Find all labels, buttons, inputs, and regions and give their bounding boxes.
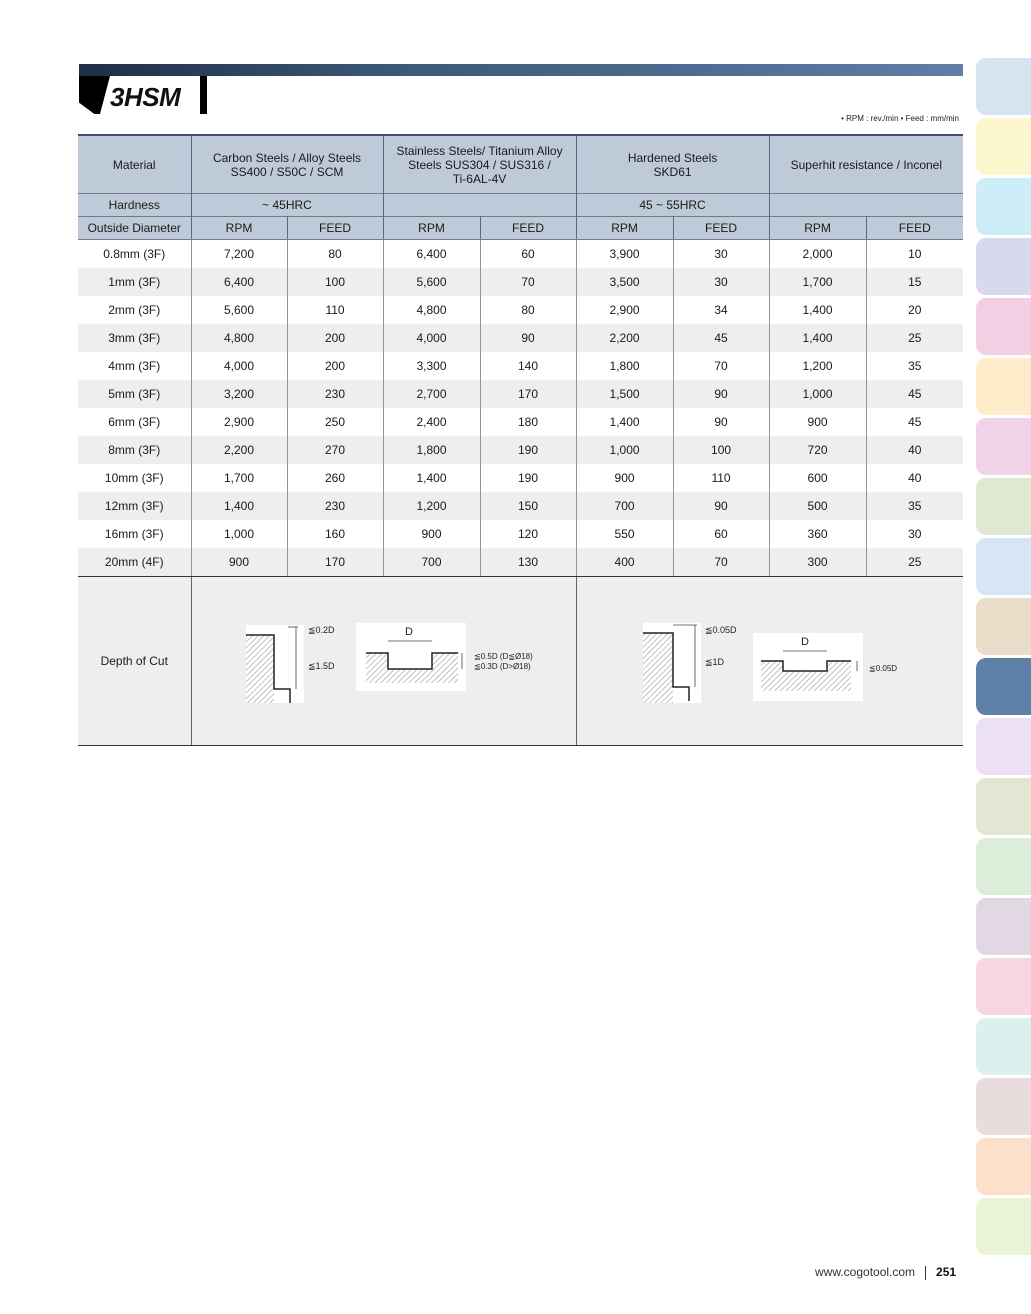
rpm-cell: 360 xyxy=(769,520,866,548)
rpm-cell: 550 xyxy=(576,520,673,548)
feed-cell: 90 xyxy=(480,324,576,352)
material-hardened: Hardened Steels SKD61 xyxy=(576,135,769,194)
hardness-cell xyxy=(383,194,576,217)
rpm-cell: 2,900 xyxy=(191,408,287,436)
feed-cell: 60 xyxy=(673,520,769,548)
depth-diagram-right-svg xyxy=(577,577,963,745)
rpm-cell: 2,700 xyxy=(383,380,480,408)
diameter-cell: 3mm (3F) xyxy=(78,324,191,352)
section-tab[interactable] xyxy=(976,298,1031,355)
feed-cell: 90 xyxy=(673,492,769,520)
section-tab[interactable] xyxy=(976,658,1031,715)
header-band xyxy=(79,64,963,76)
footer xyxy=(815,1265,956,1280)
rpm-cell: 3,200 xyxy=(191,380,287,408)
rpm-cell: 1,400 xyxy=(769,296,866,324)
feed-cell: 25 xyxy=(866,548,963,577)
rpm-cell: 2,400 xyxy=(383,408,480,436)
rpm-cell: 6,400 xyxy=(191,268,287,296)
side-axial-label: ≦1.5D xyxy=(307,661,335,671)
feed-cell: 35 xyxy=(866,352,963,380)
rpm-cell: 3,300 xyxy=(383,352,480,380)
hardness-cell xyxy=(769,194,963,217)
feed-cell: 140 xyxy=(480,352,576,380)
hardness-cell: ~ 45HRC xyxy=(191,194,383,217)
feed-cell: 110 xyxy=(287,296,383,324)
feed-cell: 230 xyxy=(287,380,383,408)
units-note: • RPM : rev./min • Feed : mm/min xyxy=(841,114,959,123)
page-number: 251 xyxy=(936,1265,957,1279)
feed-cell: 170 xyxy=(480,380,576,408)
section-tab[interactable] xyxy=(976,418,1031,475)
table-row xyxy=(78,520,963,548)
rpm-header: RPM xyxy=(576,217,673,240)
feed-cell: 200 xyxy=(287,352,383,380)
feed-cell: 160 xyxy=(287,520,383,548)
table-row xyxy=(78,352,963,380)
data-rows xyxy=(78,240,963,577)
material-label: Material xyxy=(78,135,191,194)
table-row xyxy=(78,436,963,464)
outside-diameter-label: Outside Diameter xyxy=(78,217,191,240)
slot-depth-label: ≦0.05D xyxy=(868,664,897,673)
rpm-cell: 6,400 xyxy=(383,240,480,269)
section-tab[interactable] xyxy=(976,118,1031,175)
depth-diagram-left-svg xyxy=(192,577,576,745)
feed-cell: 90 xyxy=(673,380,769,408)
rpm-cell: 1,200 xyxy=(383,492,480,520)
hardness-label: Hardness xyxy=(78,194,191,217)
rpm-cell: 900 xyxy=(576,464,673,492)
rpm-cell: 4,000 xyxy=(383,324,480,352)
section-tab[interactable] xyxy=(976,598,1031,655)
rpm-cell: 5,600 xyxy=(383,268,480,296)
diameter-cell: 2mm (3F) xyxy=(78,296,191,324)
section-tab[interactable] xyxy=(976,238,1031,295)
side-radial-label: ≦0.05D xyxy=(704,625,737,635)
depth-of-cut-label: Depth of Cut xyxy=(78,577,191,746)
rpm-cell: 2,900 xyxy=(576,296,673,324)
rpm-cell: 1,500 xyxy=(576,380,673,408)
side-radial-label: ≦0.2D xyxy=(307,625,335,635)
material-carbon: Carbon Steels / Alloy Steels SS400 / S50C / SCM xyxy=(191,135,383,194)
depth-diagram-right xyxy=(576,577,963,746)
section-tab[interactable] xyxy=(976,358,1031,415)
rpm-cell: 5,600 xyxy=(191,296,287,324)
rpm-cell: 1,400 xyxy=(383,464,480,492)
feed-cell: 30 xyxy=(866,520,963,548)
feed-cell: 170 xyxy=(287,548,383,577)
rpm-cell: 1,700 xyxy=(769,268,866,296)
footer-url: www.cogotool.com xyxy=(815,1265,916,1279)
feed-cell: 230 xyxy=(287,492,383,520)
feed-cell: 40 xyxy=(866,436,963,464)
rpm-cell: 600 xyxy=(769,464,866,492)
slot-d-label: D xyxy=(404,626,413,638)
rpm-cell: 1,700 xyxy=(191,464,287,492)
section-tab[interactable] xyxy=(976,1198,1031,1255)
section-tab[interactable] xyxy=(976,178,1031,235)
feed-cell: 40 xyxy=(866,464,963,492)
feed-header: FEED xyxy=(480,217,576,240)
rpm-cell: 900 xyxy=(191,548,287,577)
rpm-header: RPM xyxy=(383,217,480,240)
feed-cell: 100 xyxy=(287,268,383,296)
depth-of-cut-row xyxy=(78,577,963,746)
feed-cell: 130 xyxy=(480,548,576,577)
feed-cell: 15 xyxy=(866,268,963,296)
table-row xyxy=(78,240,963,269)
rpm-cell: 1,400 xyxy=(769,324,866,352)
feed-cell: 250 xyxy=(287,408,383,436)
rpm-cell: 7,200 xyxy=(191,240,287,269)
section-tab[interactable] xyxy=(976,958,1031,1015)
material-inconel: Superhit resistance / Inconel xyxy=(769,135,963,194)
diameter-cell: 4mm (3F) xyxy=(78,352,191,380)
table-row xyxy=(78,380,963,408)
feed-cell: 100 xyxy=(673,436,769,464)
material-stainless: Stainless Steels/ Titanium Alloy Steels SUS304 / SUS316 / Ti-6AL-4V xyxy=(383,135,576,194)
page-title: 3HSM xyxy=(110,82,181,112)
rpm-cell: 700 xyxy=(383,548,480,577)
side-axial-label: ≦1D xyxy=(704,657,724,667)
section-tab[interactable] xyxy=(976,1138,1031,1195)
section-tab[interactable] xyxy=(976,1018,1031,1075)
feed-cell: 70 xyxy=(673,548,769,577)
rpm-cell: 3,900 xyxy=(576,240,673,269)
rpm-header: RPM xyxy=(191,217,287,240)
table-row xyxy=(78,408,963,436)
feed-cell: 30 xyxy=(673,240,769,269)
section-tab[interactable] xyxy=(976,58,1031,115)
feed-cell: 200 xyxy=(287,324,383,352)
feed-cell: 80 xyxy=(480,296,576,324)
feed-cell: 30 xyxy=(673,268,769,296)
feed-cell: 10 xyxy=(866,240,963,269)
rpm-cell: 400 xyxy=(576,548,673,577)
rpm-cell: 1,800 xyxy=(383,436,480,464)
section-tab[interactable] xyxy=(976,778,1031,835)
section-tab[interactable] xyxy=(976,478,1031,535)
rpm-cell: 1,800 xyxy=(576,352,673,380)
diameter-cell: 0.8mm (3F) xyxy=(78,240,191,269)
rpm-cell: 4,800 xyxy=(383,296,480,324)
diameter-cell: 6mm (3F) xyxy=(78,408,191,436)
feed-cell: 60 xyxy=(480,240,576,269)
rpm-cell: 2,000 xyxy=(769,240,866,269)
rpm-cell: 500 xyxy=(769,492,866,520)
feed-cell: 45 xyxy=(673,324,769,352)
diameter-cell: 8mm (3F) xyxy=(78,436,191,464)
side-cut-workpiece xyxy=(246,635,274,703)
hardness-row xyxy=(78,194,963,217)
feed-cell: 110 xyxy=(673,464,769,492)
footer-separator xyxy=(925,1266,926,1280)
diameter-cell: 12mm (3F) xyxy=(78,492,191,520)
cutting-conditions-table xyxy=(78,134,963,746)
section-tab[interactable] xyxy=(976,718,1031,775)
feed-cell: 260 xyxy=(287,464,383,492)
table-row xyxy=(78,548,963,577)
rpm-cell: 3,500 xyxy=(576,268,673,296)
rpm-cell: 1,000 xyxy=(576,436,673,464)
section-tab[interactable] xyxy=(976,898,1031,955)
diameter-header-row xyxy=(78,217,963,240)
diameter-cell: 20mm (4F) xyxy=(78,548,191,577)
diameter-cell: 10mm (3F) xyxy=(78,464,191,492)
feed-header: FEED xyxy=(287,217,383,240)
feed-cell: 70 xyxy=(673,352,769,380)
diameter-cell: 16mm (3F) xyxy=(78,520,191,548)
rpm-cell: 2,200 xyxy=(191,436,287,464)
rpm-cell: 900 xyxy=(383,520,480,548)
feed-cell: 25 xyxy=(866,324,963,352)
section-tab[interactable] xyxy=(976,538,1031,595)
material-row xyxy=(78,135,963,194)
rpm-cell: 1,000 xyxy=(769,380,866,408)
hardness-cell: 45 ~ 55HRC xyxy=(576,194,769,217)
slot-d-label: D xyxy=(800,636,809,648)
rpm-cell: 1,000 xyxy=(191,520,287,548)
feed-cell: 35 xyxy=(866,492,963,520)
table-row xyxy=(78,464,963,492)
feed-cell: 180 xyxy=(480,408,576,436)
table-row xyxy=(78,296,963,324)
rpm-header: RPM xyxy=(769,217,866,240)
feed-cell: 150 xyxy=(480,492,576,520)
feed-cell: 34 xyxy=(673,296,769,324)
feed-header: FEED xyxy=(673,217,769,240)
slot-depth-label-2: ≦0.3D (D>Ø18) xyxy=(473,662,531,671)
feed-header: FEED xyxy=(866,217,963,240)
slot-depth-label-1: ≦0.5D (D≦Ø18) xyxy=(473,652,533,661)
rpm-cell: 1,400 xyxy=(191,492,287,520)
section-tab[interactable] xyxy=(976,1078,1031,1135)
feed-cell: 90 xyxy=(673,408,769,436)
feed-cell: 20 xyxy=(866,296,963,324)
feed-cell: 45 xyxy=(866,408,963,436)
diameter-cell: 5mm (3F) xyxy=(78,380,191,408)
feed-cell: 70 xyxy=(480,268,576,296)
rpm-cell: 900 xyxy=(769,408,866,436)
rpm-cell: 700 xyxy=(576,492,673,520)
rpm-cell: 720 xyxy=(769,436,866,464)
section-tab[interactable] xyxy=(976,838,1031,895)
rpm-cell: 1,400 xyxy=(576,408,673,436)
table-row xyxy=(78,324,963,352)
feed-cell: 190 xyxy=(480,464,576,492)
table-row xyxy=(78,268,963,296)
feed-cell: 270 xyxy=(287,436,383,464)
feed-cell: 190 xyxy=(480,436,576,464)
feed-cell: 45 xyxy=(866,380,963,408)
diameter-cell: 1mm (3F) xyxy=(78,268,191,296)
table-row xyxy=(78,492,963,520)
rpm-cell: 300 xyxy=(769,548,866,577)
rpm-cell: 4,800 xyxy=(191,324,287,352)
rpm-cell: 1,200 xyxy=(769,352,866,380)
feed-cell: 80 xyxy=(287,240,383,269)
side-cut-workpiece xyxy=(643,633,673,703)
rpm-cell: 4,000 xyxy=(191,352,287,380)
depth-diagram-left xyxy=(191,577,576,746)
rpm-cell: 2,200 xyxy=(576,324,673,352)
feed-cell: 120 xyxy=(480,520,576,548)
